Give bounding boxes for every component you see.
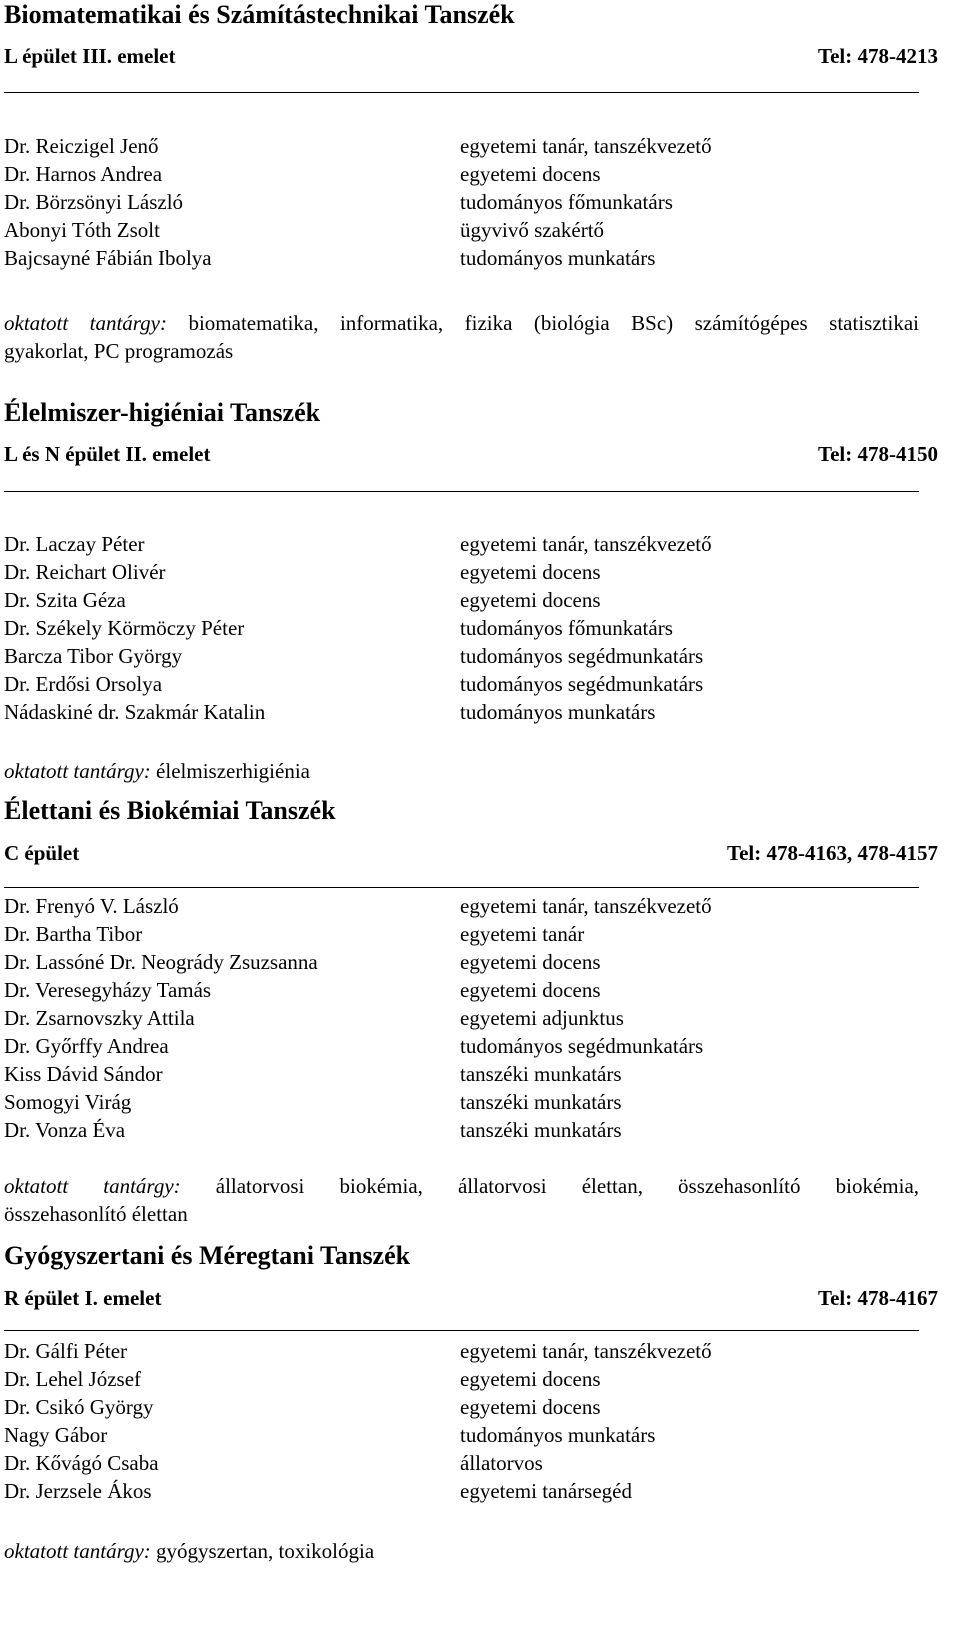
- staff-name: Dr. Frenyó V. László: [4, 894, 179, 918]
- staff-role: egyetemi docens: [460, 162, 601, 186]
- department-phone: Tel: 478-4150: [818, 442, 938, 466]
- subjects-label: oktatott tantárgy:: [4, 759, 151, 783]
- staff-name: Bajcsayné Fábián Ibolya: [4, 246, 212, 270]
- staff-role: tudományos főmunkatárs: [460, 190, 673, 214]
- staff-role: egyetemi tanár, tanszékvezető: [460, 1339, 712, 1363]
- subjects-text: élelmiszerhigiénia: [156, 759, 310, 783]
- staff-name: Dr. Csikó György: [4, 1395, 154, 1419]
- staff-role: tudományos segédmunkatárs: [460, 1034, 704, 1058]
- staff-name: Dr. Erdősi Orsolya: [4, 672, 163, 696]
- staff-name: Dr. Vonza Éva: [4, 1118, 126, 1142]
- separator-line: [4, 491, 919, 492]
- taught-subjects-continued: gyakorlat, PC programozás: [4, 339, 234, 363]
- staff-name: Dr. Veresegyházy Tamás: [4, 978, 212, 1002]
- staff-name: Abonyi Tóth Zsolt: [4, 218, 160, 242]
- staff-role: tudományos segédmunkatárs: [460, 644, 704, 668]
- staff-role: egyetemi tanár, tanszékvezető: [460, 894, 712, 918]
- staff-name: Nagy Gábor: [4, 1423, 108, 1447]
- staff-name: Dr. Székely Körmöczy Péter: [4, 616, 245, 640]
- department-phone: Tel: 478-4163, 478-4157: [727, 841, 938, 865]
- staff-name: Dr. Harnos Andrea: [4, 162, 163, 186]
- staff-name: Dr. Győrffy Andrea: [4, 1034, 169, 1058]
- staff-role: tanszéki munkatárs: [460, 1118, 622, 1142]
- staff-name: Dr. Gálfi Péter: [4, 1339, 128, 1363]
- staff-role: ügyvivő szakértő: [460, 218, 605, 242]
- subjects-text: biomatematika, informatika, fizika (biológia BSc) számítógépes statisztikai: [188, 311, 919, 335]
- department-title: Gyógyszertani és Méregtani Tanszék: [4, 1241, 411, 1270]
- staff-role: egyetemi docens: [460, 978, 601, 1002]
- taught-subjects: [4, 757, 310, 785]
- staff-name: Barcza Tibor György: [4, 644, 183, 668]
- taught-subjects: [4, 1537, 374, 1565]
- staff-role: tanszéki munkatárs: [460, 1062, 622, 1086]
- taught-subjects: [4, 1172, 919, 1200]
- staff-role: egyetemi adjunktus: [460, 1006, 624, 1030]
- department-location: L épület III. emelet: [4, 44, 176, 68]
- subjects-text: állatorvosi biokémia, állatorvosi élettan, összehasonlító biokémia,: [215, 1174, 920, 1198]
- staff-role: tudományos munkatárs: [460, 1423, 656, 1447]
- staff-role: egyetemi tanár: [460, 922, 585, 946]
- staff-name: Dr. Bartha Tibor: [4, 922, 143, 946]
- staff-role: állatorvos: [460, 1451, 543, 1475]
- taught-subjects: [4, 309, 919, 337]
- department-location: C épület: [4, 841, 80, 865]
- staff-role: egyetemi docens: [460, 1395, 601, 1419]
- department-title: Biomatematikai és Számítástechnikai Tanszék: [4, 0, 515, 29]
- staff-name: Dr. Lassóné Dr. Neogrády Zsuzsanna: [4, 950, 318, 974]
- staff-name: Dr. Zsarnovszky Attila: [4, 1006, 195, 1030]
- subjects-label: oktatott tantárgy:: [4, 1539, 151, 1563]
- staff-role: tanszéki munkatárs: [460, 1090, 622, 1114]
- staff-role: tudományos főmunkatárs: [460, 616, 673, 640]
- staff-role: tudományos segédmunkatárs: [460, 672, 704, 696]
- staff-name: Kiss Dávid Sándor: [4, 1062, 163, 1086]
- department-location: L és N épület II. emelet: [4, 442, 211, 466]
- staff-name: Dr. Kővágó Csaba: [4, 1451, 159, 1475]
- staff-role: tudományos munkatárs: [460, 700, 656, 724]
- staff-role: egyetemi docens: [460, 950, 601, 974]
- subjects-label: oktatott tantárgy:: [4, 311, 167, 335]
- staff-name: Dr. Szita Géza: [4, 588, 126, 612]
- subjects-label: oktatott tantárgy:: [4, 1174, 181, 1198]
- staff-name: Somogyi Virág: [4, 1090, 132, 1114]
- staff-name: Dr. Laczay Péter: [4, 532, 145, 556]
- staff-role: egyetemi docens: [460, 1367, 601, 1391]
- separator-line: [4, 887, 919, 888]
- staff-name: Dr. Börzsönyi László: [4, 190, 184, 214]
- staff-role: tudományos munkatárs: [460, 246, 656, 270]
- department-title: Élettani és Biokémiai Tanszék: [4, 796, 336, 825]
- staff-role: egyetemi docens: [460, 588, 601, 612]
- subjects-text: gyógyszertan, toxikológia: [156, 1539, 375, 1563]
- separator-line: [4, 92, 919, 93]
- department-location: R épület I. emelet: [4, 1286, 162, 1310]
- taught-subjects-continued: összehasonlító élettan: [4, 1202, 188, 1226]
- staff-role: egyetemi tanár, tanszékvezető: [460, 532, 712, 556]
- department-phone: Tel: 478-4167: [818, 1286, 938, 1310]
- staff-role: egyetemi tanár, tanszékvezető: [460, 134, 712, 158]
- staff-name: Nádaskiné dr. Szakmár Katalin: [4, 700, 266, 724]
- department-phone: Tel: 478-4213: [818, 44, 938, 68]
- staff-name: Dr. Reichart Olivér: [4, 560, 166, 584]
- department-title: Élelmiszer-higiéniai Tanszék: [4, 398, 321, 427]
- staff-name: Dr. Jerzsele Ákos: [4, 1479, 152, 1503]
- staff-role: egyetemi docens: [460, 560, 601, 584]
- separator-line: [4, 1330, 919, 1331]
- staff-name: Dr. Reiczigel Jenő: [4, 134, 159, 158]
- staff-role: egyetemi tanársegéd: [460, 1479, 632, 1503]
- staff-name: Dr. Lehel József: [4, 1367, 142, 1391]
